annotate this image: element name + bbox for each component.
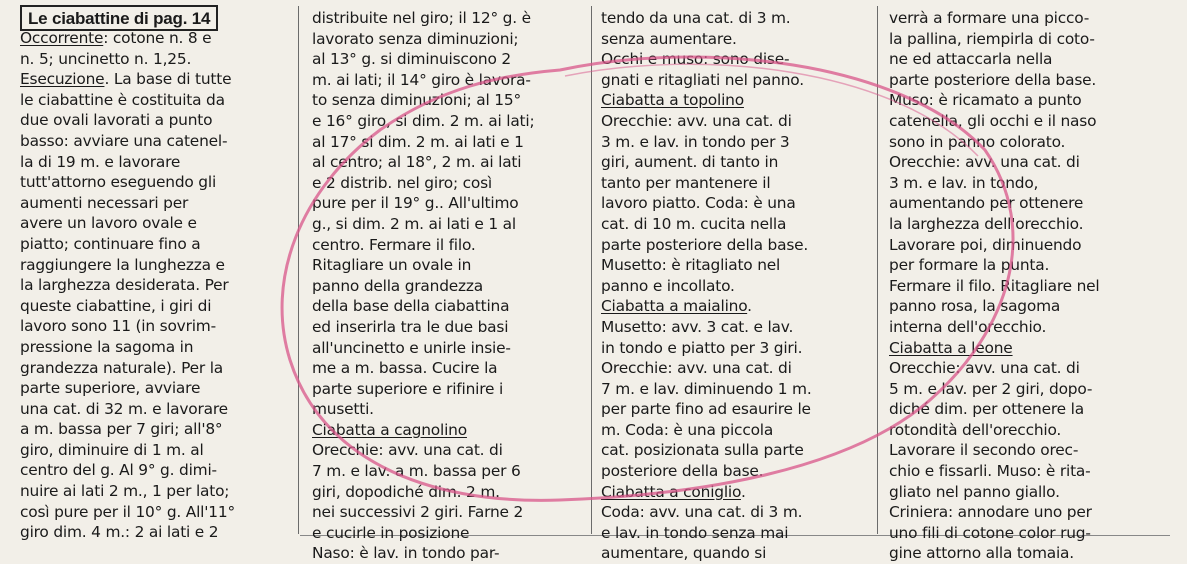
text-line bbox=[601, 420, 859, 441]
text-segment: Orecchie: avv. una cat. di bbox=[601, 359, 792, 378]
text-segment: la di 19 m. e lavorare bbox=[20, 152, 181, 171]
column-divider bbox=[298, 6, 299, 534]
text-line bbox=[20, 337, 288, 358]
text-segment: Criniera: annodare uno per bbox=[889, 503, 1092, 522]
text-line bbox=[889, 338, 1179, 359]
text-line bbox=[889, 420, 1179, 441]
text-line bbox=[312, 235, 584, 256]
text-segment: Musetto: è ritagliato nel bbox=[601, 256, 781, 275]
text-line bbox=[312, 420, 584, 441]
text-segment: to senza diminuzioni; al 15° bbox=[312, 91, 521, 110]
text-line bbox=[20, 522, 288, 543]
text-segment: giri, dopodiché dim. 2 m. bbox=[312, 482, 500, 501]
text-line bbox=[601, 358, 859, 379]
text-segment: per parte fino ad esaurire le bbox=[601, 400, 811, 419]
text-line bbox=[601, 502, 859, 523]
text-line bbox=[312, 379, 584, 400]
text-segment: musetti. bbox=[312, 400, 374, 419]
text-line bbox=[312, 214, 584, 235]
text-line bbox=[20, 28, 288, 49]
text-segment: la larghezza desiderata. Per bbox=[20, 276, 229, 295]
text-segment: al 17° si dim. 2 m. ai lati e 1 bbox=[312, 132, 524, 151]
text-line bbox=[20, 172, 288, 193]
text-segment: tanto per mantenere il bbox=[601, 173, 771, 192]
text-segment: Occhi e muso: sono dise- bbox=[601, 50, 790, 69]
text-segment: nei successivi 2 giri. Farne 2 bbox=[312, 503, 524, 522]
text-segment: Lavorare il secondo orec- bbox=[889, 441, 1079, 460]
text-segment: lavorato senza diminuzioni; bbox=[312, 29, 519, 48]
text-segment: interna dell'orecchio. bbox=[889, 317, 1047, 336]
text-segment: grandezza naturale). Per la bbox=[20, 358, 223, 377]
text-line bbox=[601, 235, 859, 256]
text-segment: Ritagliare un ovale in bbox=[312, 256, 472, 275]
text-segment: Naso: è lav. in tondo par- bbox=[312, 544, 500, 563]
text-line bbox=[601, 543, 859, 564]
text-line bbox=[20, 296, 288, 317]
text-line bbox=[601, 132, 859, 153]
text-segment: raggiungere la lunghezza e bbox=[20, 255, 225, 274]
text-line bbox=[889, 173, 1179, 194]
text-segment: Orecchie: avv. una cat. di bbox=[601, 111, 792, 130]
text-segment: all'uncinetto e unirle insie- bbox=[312, 338, 511, 357]
text-segment: parte posteriore della base. bbox=[889, 70, 1097, 89]
text-segment: Musetto: avv. 3 cat. e lav. bbox=[601, 317, 794, 336]
text-segment: aumenti necessari per bbox=[20, 193, 189, 212]
text-column-2 bbox=[312, 8, 584, 564]
text-line bbox=[20, 358, 288, 379]
text-segment: aumentare, quando si bbox=[601, 544, 767, 563]
text-line bbox=[312, 276, 584, 297]
text-segment: e 2 distrib. nel giro; così bbox=[312, 173, 492, 192]
column-divider bbox=[591, 6, 592, 534]
text-segment: : cotone n. 8 e bbox=[103, 29, 212, 47]
text-line bbox=[889, 111, 1179, 132]
text-line bbox=[601, 482, 859, 503]
text-line bbox=[312, 49, 584, 70]
section-heading: Ciabatta a topolino bbox=[601, 91, 744, 110]
text-segment: aumentando per ottenere bbox=[889, 194, 1084, 213]
text-segment: 5 m. e lav. per 2 giri, dopo- bbox=[889, 379, 1093, 398]
text-line bbox=[601, 111, 859, 132]
text-segment: Fermare il filo. Ritagliare nel bbox=[889, 276, 1100, 295]
text-line bbox=[312, 338, 584, 359]
text-line bbox=[20, 193, 288, 214]
text-segment: panno e incollato. bbox=[601, 276, 735, 295]
text-line bbox=[20, 481, 288, 502]
text-line bbox=[889, 379, 1179, 400]
section-heading: Occorrente bbox=[20, 29, 104, 47]
text-line bbox=[20, 49, 288, 70]
text-line bbox=[889, 235, 1179, 256]
text-segment: verrà a formare una picco- bbox=[889, 9, 1090, 27]
text-segment: me a m. bassa. Cucire la bbox=[312, 359, 498, 378]
text-column-1 bbox=[20, 28, 288, 543]
text-segment: 7 m. e lav. diminuendo 1 m. bbox=[601, 379, 812, 398]
text-line bbox=[889, 193, 1179, 214]
text-segment: g., si dim. 2 m. ai lati e 1 al bbox=[312, 214, 516, 233]
text-line bbox=[20, 152, 288, 173]
text-segment: in tondo e piatto per 3 giri. bbox=[601, 338, 803, 357]
text-line bbox=[20, 234, 288, 255]
text-line bbox=[889, 152, 1179, 173]
text-segment: 3 m. e lav. in tondo per 3 bbox=[601, 132, 790, 151]
text-segment: catenella, gli occhi e il naso bbox=[889, 111, 1097, 130]
section-heading: Ciabatta a leone bbox=[889, 338, 1013, 357]
text-line bbox=[889, 29, 1179, 50]
text-segment: parte superiore e rifinire i bbox=[312, 379, 504, 398]
article-title: Le ciabattine di pag. 14 bbox=[20, 5, 218, 31]
text-line bbox=[20, 90, 288, 111]
text-segment: parte posteriore della base. bbox=[601, 235, 809, 254]
text-line bbox=[601, 173, 859, 194]
text-line bbox=[889, 255, 1179, 276]
text-line bbox=[312, 132, 584, 153]
text-segment: rotondità dell'orecchio. bbox=[889, 420, 1062, 439]
text-line bbox=[889, 523, 1179, 544]
text-line bbox=[312, 358, 584, 379]
text-line bbox=[889, 543, 1179, 564]
text-segment: avere un lavoro ovale e bbox=[20, 214, 197, 233]
text-line bbox=[601, 214, 859, 235]
text-segment: una cat. di 32 m. e lavorare bbox=[20, 399, 228, 418]
text-line bbox=[889, 70, 1179, 91]
text-segment: e cucirle in posizione bbox=[312, 523, 470, 542]
text-segment: centro. Fermare il filo. bbox=[312, 235, 476, 254]
text-line bbox=[312, 543, 584, 564]
text-segment: tendo da una cat. di 3 m. bbox=[601, 9, 791, 27]
text-segment: pure per il 19° g.. All'ultimo bbox=[312, 194, 519, 213]
text-column-4 bbox=[889, 8, 1179, 564]
text-line bbox=[889, 49, 1179, 70]
text-line bbox=[601, 193, 859, 214]
text-line bbox=[20, 419, 288, 440]
text-line bbox=[312, 29, 584, 50]
text-segment: Orecchie: avv. una cat. di bbox=[889, 153, 1080, 172]
text-segment: così pure per il 10° g. All'11° bbox=[20, 502, 235, 521]
text-line bbox=[20, 440, 288, 461]
text-segment: a m. bassa per 7 giri; all'8° bbox=[20, 420, 223, 439]
section-heading: Ciabatta a maialino bbox=[601, 297, 748, 316]
text-segment: uno fili di cotone color rug- bbox=[889, 523, 1091, 542]
text-segment: chio e fissarli. Muso: è rita- bbox=[889, 462, 1091, 481]
text-segment: basso: avviare una catenel- bbox=[20, 131, 228, 150]
text-segment: posteriore della base. bbox=[601, 462, 764, 481]
text-line bbox=[601, 29, 859, 50]
text-segment: della base della ciabattina bbox=[312, 297, 510, 316]
text-line bbox=[601, 317, 859, 338]
text-line bbox=[312, 173, 584, 194]
text-line bbox=[20, 378, 288, 399]
text-line bbox=[889, 482, 1179, 503]
text-line bbox=[889, 214, 1179, 235]
text-segment: . bbox=[740, 482, 746, 501]
text-line bbox=[601, 70, 859, 91]
text-line bbox=[312, 8, 584, 29]
text-line bbox=[889, 90, 1179, 111]
text-segment: m. Coda: è una piccola bbox=[601, 420, 774, 439]
text-segment: per formare la punta. bbox=[889, 256, 1050, 275]
text-segment: n. 5; uncinetto n. 1,25. bbox=[20, 49, 192, 68]
text-line bbox=[312, 399, 584, 420]
text-line bbox=[20, 110, 288, 131]
text-line bbox=[601, 523, 859, 544]
text-line bbox=[312, 523, 584, 544]
section-heading: Ciabatta a coniglio bbox=[601, 482, 741, 501]
text-line bbox=[312, 193, 584, 214]
text-segment: parte superiore, avviare bbox=[20, 379, 201, 398]
text-line bbox=[889, 399, 1179, 420]
text-segment: pressione la sagoma in bbox=[20, 337, 194, 356]
text-line bbox=[601, 276, 859, 297]
text-line bbox=[312, 502, 584, 523]
text-line bbox=[312, 440, 584, 461]
text-segment: gnati e ritagliati nel panno. bbox=[601, 70, 804, 89]
text-line bbox=[601, 338, 859, 359]
text-line bbox=[312, 461, 584, 482]
text-line bbox=[312, 482, 584, 503]
section-heading: Ciabatta a cagnolino bbox=[312, 420, 467, 439]
text-line bbox=[889, 8, 1179, 29]
text-segment: giro dim. 4 m.: 2 ai lati e 2 bbox=[20, 523, 219, 542]
text-line bbox=[312, 70, 584, 91]
text-line bbox=[601, 255, 859, 276]
text-line bbox=[20, 131, 288, 152]
text-segment: e lav. in tondo senza mai bbox=[601, 523, 789, 542]
text-segment: tutt'attorno eseguendo gli bbox=[20, 173, 217, 192]
text-segment: 7 m. e lav. a m. bassa per 6 bbox=[312, 462, 521, 481]
text-line bbox=[889, 440, 1179, 461]
text-segment: panno della grandezza bbox=[312, 276, 484, 295]
text-segment: piatto; continuare fino a bbox=[20, 234, 201, 253]
text-line bbox=[889, 461, 1179, 482]
text-segment: lavoro sono 11 (in sovrim- bbox=[20, 317, 216, 336]
text-line bbox=[20, 316, 288, 337]
text-segment: distribuite nel giro; il 12° g. è bbox=[312, 9, 531, 27]
section-heading: Esecuzione bbox=[20, 70, 105, 89]
text-segment: Lavorare poi, diminuendo bbox=[889, 235, 1082, 254]
text-line bbox=[889, 317, 1179, 338]
text-segment: due ovali lavorati a punto bbox=[20, 111, 213, 130]
text-segment: . La base di tutte bbox=[104, 70, 232, 89]
text-segment: al 13° g. si diminuiscono 2 bbox=[312, 50, 511, 69]
text-segment: la larghezza dell'orecchio. bbox=[889, 214, 1084, 233]
text-segment: centro del g. Al 9° g. dimi- bbox=[20, 461, 217, 480]
text-segment: gine attorno alla tomaia. bbox=[889, 544, 1074, 563]
text-line bbox=[601, 399, 859, 420]
text-segment: le ciabattine è costituita da bbox=[20, 90, 225, 109]
text-segment: Orecchie: avv. una cat. di bbox=[312, 441, 503, 460]
text-line bbox=[601, 90, 859, 111]
text-line bbox=[889, 502, 1179, 523]
text-line bbox=[312, 152, 584, 173]
text-line bbox=[601, 49, 859, 70]
text-line bbox=[889, 296, 1179, 317]
text-segment: 3 m. e lav. in tondo, bbox=[889, 173, 1039, 192]
text-line bbox=[20, 213, 288, 234]
text-segment: giri, aument. di tanto in bbox=[601, 153, 779, 172]
text-line bbox=[601, 8, 859, 29]
text-segment: m. ai lati; il 14° giro è lavora- bbox=[312, 70, 531, 89]
text-line bbox=[312, 255, 584, 276]
text-line bbox=[312, 317, 584, 338]
text-column-3 bbox=[601, 8, 859, 564]
text-line bbox=[889, 132, 1179, 153]
text-line bbox=[889, 358, 1179, 379]
text-line bbox=[601, 461, 859, 482]
text-segment: senza aumentare. bbox=[601, 29, 737, 48]
text-segment: giro, diminuire di 1 m. al bbox=[20, 440, 204, 459]
text-segment: Orecchie: avv. una cat. di bbox=[889, 359, 1080, 378]
text-segment: e 16° giro, si dim. 2 m. ai lati; bbox=[312, 111, 535, 130]
text-line bbox=[601, 296, 859, 317]
text-segment: . bbox=[747, 297, 752, 316]
text-segment: panno rosa, la sagoma bbox=[889, 297, 1061, 316]
text-line bbox=[889, 276, 1179, 297]
text-line bbox=[20, 502, 288, 523]
text-segment: Muso: è ricamato a punto bbox=[889, 91, 1082, 110]
text-line bbox=[601, 379, 859, 400]
text-line bbox=[312, 296, 584, 317]
text-segment: Coda: avv. una cat. di 3 m. bbox=[601, 503, 803, 522]
text-line bbox=[20, 460, 288, 481]
text-segment: lavoro piatto. Coda: è una bbox=[601, 194, 796, 213]
text-segment: nuire ai lati 2 m., 1 per lato; bbox=[20, 482, 230, 501]
text-line bbox=[20, 275, 288, 296]
text-line bbox=[601, 152, 859, 173]
text-segment: queste ciabattine, i giri di bbox=[20, 296, 212, 315]
text-segment: cat. di 10 m. cucita nella bbox=[601, 214, 787, 233]
text-segment: ne ed attaccarla nella bbox=[889, 50, 1053, 69]
text-line bbox=[20, 69, 288, 90]
text-line bbox=[20, 255, 288, 276]
text-segment: al centro; al 18°, 2 m. ai lati bbox=[312, 153, 522, 172]
column-divider bbox=[877, 6, 878, 534]
text-line bbox=[312, 90, 584, 111]
text-segment: sono in panno colorato. bbox=[889, 132, 1066, 151]
text-segment: cat. posizionata sulla parte bbox=[601, 441, 804, 460]
text-line bbox=[312, 111, 584, 132]
text-segment: diché dim. per ottenere la bbox=[889, 400, 1084, 419]
text-segment: gliato nel panno giallo. bbox=[889, 482, 1060, 501]
text-line bbox=[20, 399, 288, 420]
text-segment: ed inserirla tra le due basi bbox=[312, 317, 509, 336]
text-line bbox=[601, 440, 859, 461]
text-segment: la pallina, riempirla di coto- bbox=[889, 29, 1095, 48]
